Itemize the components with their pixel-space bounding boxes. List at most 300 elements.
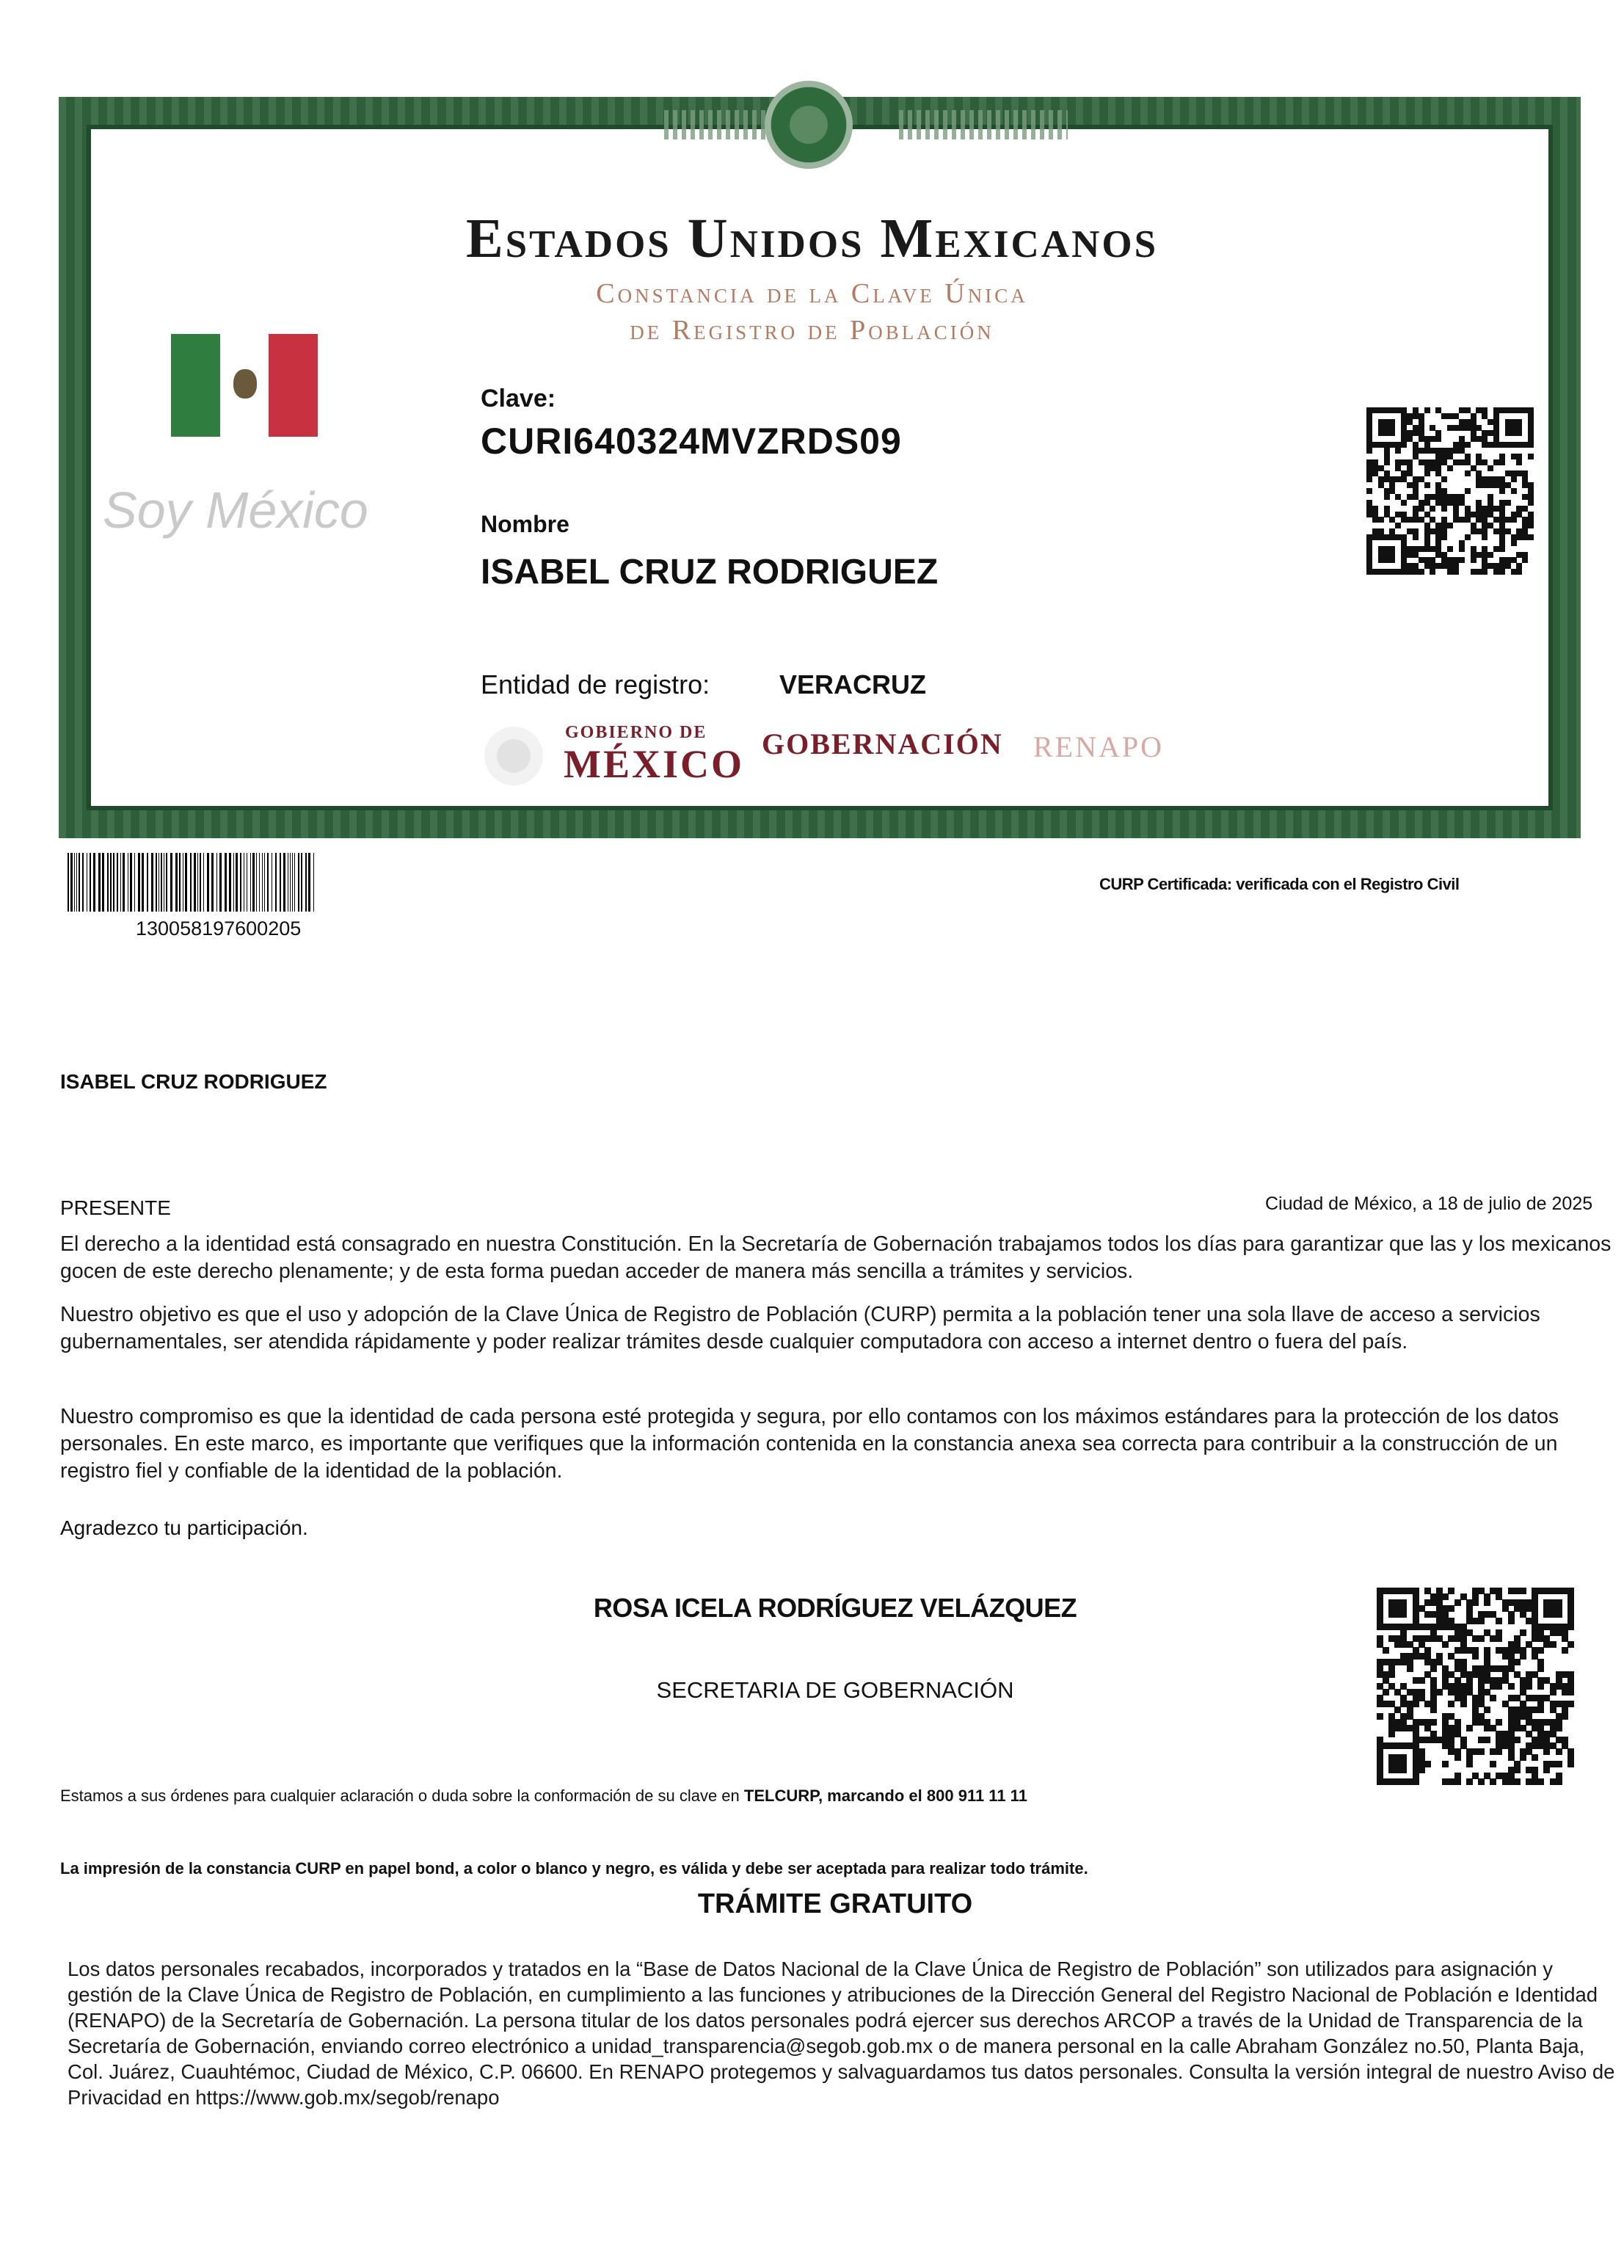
qr-module (1453, 494, 1459, 500)
qr-module (1441, 488, 1447, 494)
qr-module (1499, 546, 1505, 552)
qr-module (1413, 425, 1419, 431)
qr-module (1476, 569, 1482, 575)
qr-module (1522, 476, 1528, 482)
qr-module (1447, 413, 1453, 419)
qr-module (1448, 1605, 1454, 1612)
qr-module (1389, 476, 1395, 482)
qr-module (1505, 557, 1511, 563)
qr-module (1528, 425, 1534, 431)
qr-module (1407, 459, 1413, 465)
qr-module (1366, 413, 1372, 419)
qr-module (1511, 430, 1517, 436)
qr-module (1522, 528, 1528, 534)
qr-module (1522, 517, 1528, 523)
qr-module (1419, 413, 1424, 419)
qr-module (1454, 1754, 1461, 1761)
qr-module (1442, 1593, 1449, 1600)
qr-module (1465, 470, 1471, 476)
barcode-bar (308, 853, 310, 912)
qr-module (1471, 465, 1476, 471)
qr-module (1378, 419, 1384, 425)
qr-module (1413, 528, 1419, 534)
barcode-bar (147, 853, 148, 912)
qr-module (1493, 563, 1499, 569)
qr-module (1505, 442, 1511, 448)
qr-module (1424, 448, 1430, 454)
national-seal-icon (765, 81, 853, 169)
clave-label: Clave: (481, 385, 556, 412)
qr-module (1476, 482, 1482, 488)
qr-module (1378, 476, 1384, 482)
qr-module (1424, 436, 1430, 442)
qr-module (1482, 482, 1488, 488)
contact-line (60, 1787, 1027, 1806)
qr-module (1413, 506, 1419, 512)
qr-module (1499, 512, 1505, 517)
qr-module (1476, 470, 1482, 476)
qr-module (1419, 430, 1424, 436)
qr-module (1499, 476, 1505, 482)
qr-module (1378, 569, 1384, 575)
qr-module (1493, 419, 1499, 425)
qr-module (1490, 1695, 1496, 1701)
qr-module (1505, 470, 1511, 476)
barcode-bar (305, 853, 307, 912)
barcode-bar (151, 853, 153, 912)
barcode-bar (76, 853, 77, 912)
qr-module (1389, 517, 1395, 523)
qr-module (1424, 540, 1430, 546)
qr-module (1493, 506, 1499, 512)
qr-module (1482, 557, 1488, 563)
qr-module (1471, 425, 1476, 431)
qr-module (1514, 1737, 1521, 1743)
barcode-bar (294, 853, 295, 912)
qr-module (1442, 1641, 1449, 1648)
qr-module (1407, 419, 1413, 425)
qr-module (1448, 1701, 1454, 1707)
qr-module (1499, 407, 1505, 413)
barcode-bar (134, 853, 135, 912)
barcode-bar (194, 853, 196, 912)
qr-module (1537, 1778, 1544, 1785)
qr-module (1505, 482, 1511, 488)
qr-module (1384, 512, 1390, 517)
qr-module (1372, 407, 1378, 413)
qr-module (1472, 1599, 1479, 1606)
qr-module (1493, 569, 1499, 575)
qr-module (1384, 506, 1390, 512)
qr-module (1435, 540, 1441, 546)
qr-module (1372, 506, 1378, 512)
qr-module (1430, 563, 1435, 569)
qr-module (1430, 546, 1435, 552)
qr-module (1447, 465, 1453, 471)
qr-module (1424, 534, 1430, 540)
qr-module (1528, 430, 1534, 436)
qr-module (1453, 557, 1459, 563)
qr-module (1389, 425, 1395, 431)
qr-module (1516, 419, 1522, 425)
qr-module (1424, 407, 1430, 413)
qr-module (1366, 459, 1372, 465)
presente-label: PRESENTE (60, 1196, 171, 1219)
qr-module (1482, 407, 1488, 413)
qr-module (1511, 512, 1517, 517)
qr-module (1476, 552, 1482, 558)
qr-module (1522, 494, 1528, 500)
qr-module (1476, 454, 1482, 459)
qr-module (1435, 465, 1441, 471)
barcode-bar (262, 853, 263, 912)
barcode-bar (219, 853, 222, 912)
barcode-bar (200, 853, 201, 912)
qr-module (1424, 563, 1430, 569)
qr-module (1372, 569, 1378, 575)
qr-module (1505, 425, 1511, 431)
qr-module (1478, 1618, 1485, 1624)
qr-module (1441, 506, 1447, 512)
qr-module (1459, 425, 1465, 431)
qr-module (1401, 413, 1407, 419)
qr-module (1472, 1653, 1479, 1660)
qr-module (1453, 517, 1459, 523)
qr-module (1401, 425, 1407, 431)
qr-module (1366, 488, 1372, 494)
qr-module (1459, 459, 1465, 465)
qr-module (1366, 563, 1372, 569)
qr-module (1430, 465, 1435, 471)
qr-module (1401, 419, 1407, 425)
qr-module (1447, 494, 1453, 500)
qr-module (1508, 1618, 1515, 1624)
qr-module (1424, 512, 1430, 517)
qr-module (1511, 425, 1517, 431)
qr-module (1378, 482, 1384, 488)
qr-module (1493, 407, 1499, 413)
barcode-icon (68, 853, 383, 912)
qr-module (1407, 482, 1413, 488)
qr-module (1508, 1683, 1515, 1690)
barcode-bar (98, 853, 101, 912)
qr-module (1424, 442, 1430, 448)
qr-module (1522, 557, 1528, 563)
qr-module (1424, 546, 1430, 552)
qr-module (1389, 528, 1395, 534)
qr-module (1511, 569, 1517, 575)
qr-module (1384, 557, 1390, 563)
qr-module (1372, 512, 1378, 517)
qr-module (1447, 425, 1453, 431)
qr-module (1567, 1624, 1574, 1630)
barcode-bar (250, 853, 251, 912)
qr-module (1488, 494, 1493, 500)
qr-module (1401, 407, 1407, 413)
qr-module (1430, 557, 1435, 563)
qr-module (1384, 476, 1390, 482)
qr-module (1430, 506, 1435, 512)
qr-module (1459, 540, 1465, 546)
qr-module (1400, 1611, 1407, 1618)
qr-module (1528, 413, 1534, 419)
qr-module (1441, 448, 1447, 454)
qr-module (1511, 442, 1517, 448)
qr-module (1493, 528, 1499, 534)
qr-module (1424, 523, 1430, 528)
qr-module (1493, 482, 1499, 488)
barcode-bar (280, 853, 281, 912)
qr-module (1372, 459, 1378, 465)
qr-module (1482, 430, 1488, 436)
qr-module (1522, 523, 1528, 528)
entidad-label: Entidad de registro: (481, 669, 710, 699)
qr-module (1413, 407, 1419, 413)
qr-module (1366, 500, 1372, 506)
qr-module (1528, 494, 1534, 500)
qr-module (1424, 557, 1430, 563)
qr-module (1372, 534, 1378, 540)
qr-module (1543, 1767, 1550, 1773)
qr-module (1435, 563, 1441, 569)
certificate-subtitle-line1: Constancia de la Clave Única (596, 278, 1028, 309)
qr-module (1366, 546, 1372, 552)
barcode-bar (117, 853, 118, 912)
barcode-bar (107, 853, 109, 912)
qr-module (1493, 436, 1499, 442)
qr-module (1366, 506, 1372, 512)
qr-module (1550, 1689, 1556, 1695)
qr-module (1384, 407, 1390, 413)
qr-module (1435, 407, 1441, 413)
qr-module (1366, 436, 1372, 442)
qr-module (1471, 546, 1476, 552)
qr-module (1384, 534, 1390, 540)
barcode-bar (256, 853, 257, 912)
qr-module (1454, 1599, 1461, 1606)
qr-module (1516, 459, 1522, 465)
qr-module (1550, 1641, 1556, 1648)
qr-module (1407, 430, 1413, 436)
qr-module (1389, 419, 1395, 425)
qr-module (1488, 430, 1493, 436)
qr-module (1516, 552, 1522, 558)
qr-module (1441, 563, 1447, 569)
qr-module (1453, 512, 1459, 517)
qr-module (1435, 528, 1441, 534)
qr-module (1499, 569, 1505, 575)
barcode-bar (240, 853, 241, 912)
qr-module (1447, 557, 1453, 563)
qr-module (1484, 1707, 1490, 1713)
qr-module (1366, 425, 1372, 431)
qr-module (1528, 517, 1534, 523)
qr-module (1448, 1588, 1454, 1594)
qr-module (1441, 459, 1447, 465)
qr-module (1435, 500, 1441, 506)
qr-module (1478, 1748, 1485, 1755)
qr-module (1366, 419, 1372, 425)
qr-module (1383, 1689, 1389, 1695)
barcode-bar (90, 853, 91, 912)
qr-module (1482, 512, 1488, 517)
qr-module (1511, 540, 1517, 546)
qr-module (1453, 425, 1459, 431)
qr-module (1407, 436, 1413, 442)
qr-module (1430, 569, 1435, 575)
qr-module (1430, 459, 1435, 465)
qr-module (1389, 482, 1395, 488)
qr-module (1378, 546, 1384, 552)
barcode-bar (74, 853, 75, 912)
barcode-bar (185, 853, 187, 912)
qr-module (1401, 442, 1407, 448)
qr-module (1395, 494, 1401, 500)
qr-module (1522, 442, 1528, 448)
recipient-name: ISABEL CRUZ RODRIGUEZ (60, 1070, 327, 1093)
qr-module (1499, 523, 1505, 528)
qr-module (1413, 413, 1419, 419)
qr-module (1384, 442, 1390, 448)
qr-module (1567, 1761, 1574, 1767)
qr-module (1476, 500, 1482, 506)
qr-module (1496, 1748, 1502, 1755)
qr-module (1407, 546, 1413, 552)
barcode-bar (229, 853, 231, 912)
qr-module (1424, 470, 1430, 476)
qr-module (1505, 563, 1511, 569)
qr-module (1459, 500, 1465, 506)
qr-module (1424, 528, 1430, 534)
barcode-bar (156, 853, 157, 912)
qr-module (1516, 454, 1522, 459)
qr-module (1528, 500, 1534, 506)
qr-module (1401, 517, 1407, 523)
qr-module (1499, 500, 1505, 506)
qr-module (1459, 448, 1465, 454)
qr-module (1478, 1778, 1485, 1785)
barcode-bar (130, 853, 132, 912)
qr-module (1395, 569, 1401, 575)
qr-module (1493, 430, 1499, 436)
qr-module (1496, 1635, 1502, 1642)
qr-module (1447, 546, 1453, 552)
qr-module (1511, 534, 1517, 540)
qr-module (1516, 407, 1522, 413)
qr-module (1476, 459, 1482, 465)
signer-name: ROSA ICELA RODRÍGUEZ VELÁZQUEZ (593, 1593, 1077, 1623)
qr-module (1395, 476, 1401, 482)
signer-title: SECRETARIA DE GOBERNACIÓN (656, 1677, 1014, 1703)
qr-module (1505, 517, 1511, 523)
qr-module (1384, 454, 1390, 459)
qr-module (1482, 528, 1488, 534)
qr-module (1441, 523, 1447, 528)
barcode-bar (298, 853, 299, 912)
qr-module (1522, 534, 1528, 540)
qr-module (1401, 512, 1407, 517)
qr-module (1413, 1701, 1419, 1707)
qr-module (1537, 1665, 1544, 1672)
qr-module (1447, 569, 1453, 575)
qr-module (1453, 500, 1459, 506)
qr-module (1476, 407, 1482, 413)
qr-module (1499, 454, 1505, 459)
qr-module (1436, 1689, 1443, 1695)
qr-module (1384, 448, 1390, 454)
barcode-bar (166, 853, 167, 912)
qr-module (1520, 1754, 1526, 1761)
qr-module (1378, 534, 1384, 540)
qr-module (1459, 442, 1465, 448)
letter-paragraph-2: Nuestro objetivo es que el uso y adopción de la Clave Única de Registro de Población (CURP) permita a la población tener una sola llave de acceso a servicios gubernamentales, ser atendida rápidamente y poder realizar trámites desde cualquier computadora con acceso a internet dentro o fuera del país. (60, 1303, 1540, 1353)
barcode-bar (203, 853, 204, 912)
qr-module (1528, 436, 1534, 442)
barcode-bar (301, 853, 302, 912)
qr-module (1453, 569, 1459, 575)
qr-module (1378, 430, 1384, 436)
qr-module (1407, 563, 1413, 569)
qr-module (1366, 430, 1372, 436)
qr-module (1511, 470, 1517, 476)
qr-module (1465, 517, 1471, 523)
qr-module (1419, 425, 1424, 431)
qr-module (1366, 557, 1372, 563)
qr-module (1407, 552, 1413, 558)
qr-module (1484, 1599, 1490, 1606)
qr-module (1441, 534, 1447, 540)
qr-module (1435, 534, 1441, 540)
barcode-bar (93, 853, 95, 912)
qr-module (1505, 430, 1511, 436)
qr-module (1401, 552, 1407, 558)
qr-module (1488, 512, 1493, 517)
qr-module (1499, 506, 1505, 512)
qr-module (1401, 500, 1407, 506)
qr-module (1424, 482, 1430, 488)
qr-module (1505, 407, 1511, 413)
qr-module (1384, 419, 1390, 425)
qr-module (1442, 1761, 1449, 1767)
qr-module (1378, 442, 1384, 448)
qr-module (1465, 454, 1471, 459)
entidad-value: VERACRUZ (779, 669, 927, 699)
qr-module (1401, 569, 1407, 575)
qr-module (1384, 552, 1390, 558)
qr-module (1430, 1707, 1437, 1713)
qr-module (1435, 436, 1441, 442)
qr-module (1493, 425, 1499, 431)
qr-module (1537, 1683, 1544, 1690)
qr-module (1493, 413, 1499, 419)
qr-module (1407, 465, 1413, 471)
qr-module (1493, 546, 1499, 552)
qr-module (1482, 506, 1488, 512)
certificate-subtitle-line2: de Registro de Población (630, 315, 994, 346)
qr-module (1419, 546, 1424, 552)
qr-module (1522, 552, 1528, 558)
qr-module (1537, 1647, 1544, 1654)
qr-module (1447, 454, 1453, 459)
letter-paragraph-1: El derecho a la identidad está consagrado en nuestra Constitución. En la Secretaría de Gobernación trabajamos todos los días para garantizar que las y los mexicanos gocen de este derecho plenamente; y de esta forma puedan acceder de manera más sencilla a trámites y servicios. (60, 1232, 1612, 1283)
barcode-bar (68, 853, 69, 912)
barcode-bar (123, 853, 125, 912)
qr-module (1522, 482, 1528, 488)
nombre-label: Nombre (481, 511, 569, 537)
qr-module (1378, 407, 1384, 413)
qr-module (1413, 534, 1419, 540)
validity-note: La impresión de la constancia CURP en papel bond, a color o blanco y negro, es válida y debe ser aceptada para realizar todo trámite. (60, 1859, 1088, 1878)
